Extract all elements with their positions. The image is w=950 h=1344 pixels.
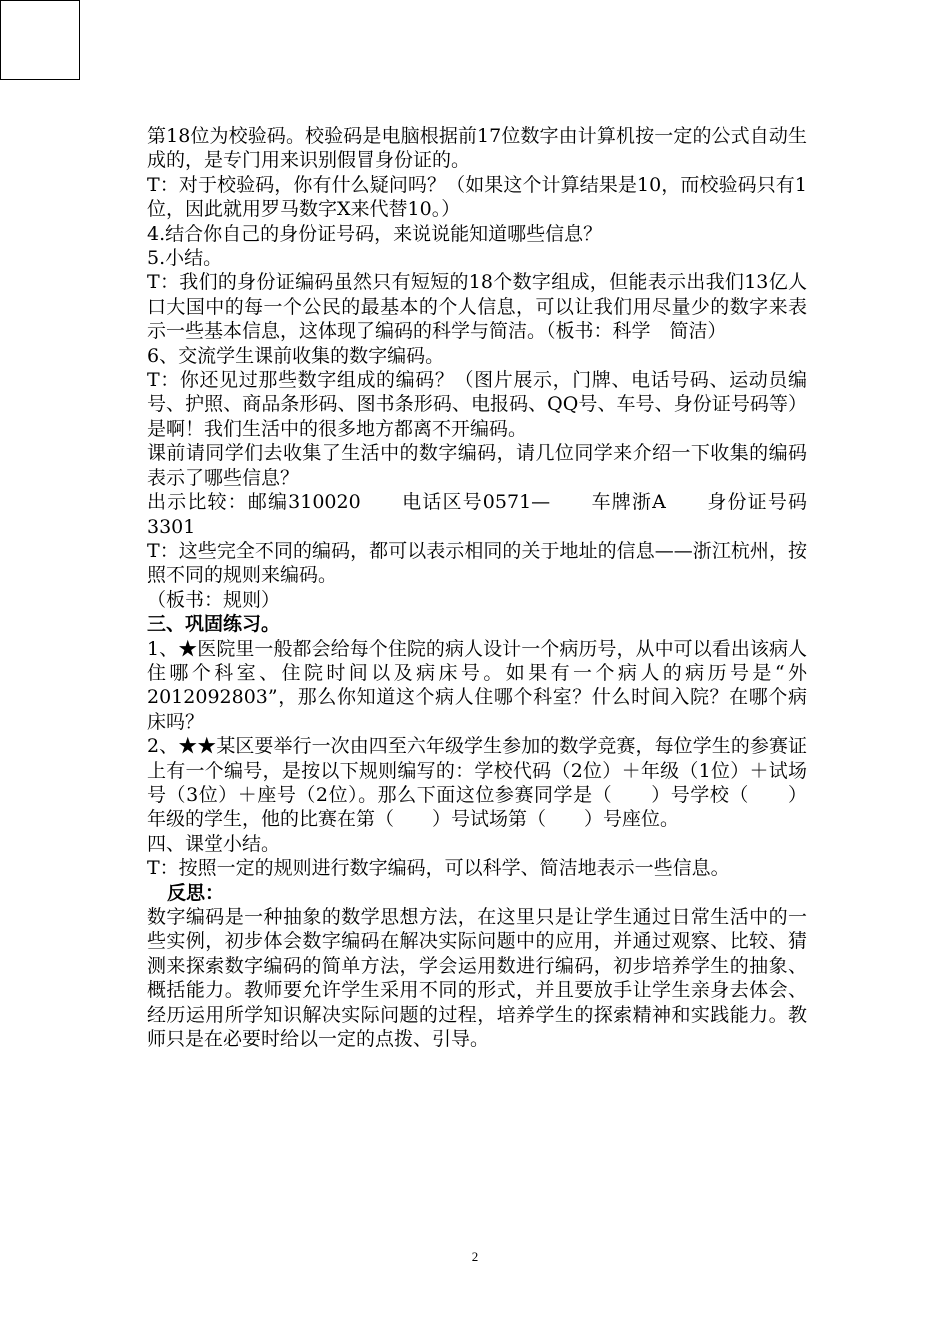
paragraph: 2、★★某区要举行一次由四至六年级学生参加的数学竞赛，每位学生的参赛证上有一个编号，是按以下规则编写的：学校代码（2位）＋年级（1位）＋试场号（3位）＋座号（2位）。那么下面这位参赛同学是（ ）号学校（ ）年级的学生，他的比赛在第（ ）号试场第（ ）号座位。 xyxy=(147,735,807,831)
paragraph: 课前请同学们去收集了生活中的数字编码，请几位同学来介绍一下收集的编码表示了哪些信息？ xyxy=(147,442,807,489)
paragraph: 数字编码是一种抽象的数学思想方法，在这里只是让学生通过日常生活中的一些实例，初步体会数字编码在解决实际问题中的应用，并通过观察、比较、猜测来探索数字编码的简单方法，学会运用数进行编码，初步培养学生的抽象、概括能力。教师要允许学生采用不同的形式，并且要放手让学生亲身去体会、经历运用所学知识解决实际问题的过程，培养学生的探索精神和实践能力。教师只是在必要时给以一定的点拨、引导。 xyxy=(147,906,807,1051)
paragraph: （板书：规则） xyxy=(147,588,281,611)
paragraph: T：对于校验码，你有什么疑问吗？（如果这个计算结果是10，而校验码只有1位，因此就用罗马数字X来代替10。） xyxy=(147,173,807,221)
reflection-heading: 反思： xyxy=(167,881,225,904)
paragraph: T：这些完全不同的编码，都可以表示相同的关于地址的信息——浙江杭州，按照不同的规则来编码。 xyxy=(147,539,807,587)
paragraph: 5.小结。 xyxy=(147,247,223,270)
paragraph: 出示比较：邮编310020 电话区号0571— 车牌浙A 身份证号码3301 xyxy=(147,491,807,538)
section-heading: 三、巩固练习。 xyxy=(147,613,281,636)
paragraph: T：我们的身份证编码虽然只有短短的18个数字组成，但能表示出我们13亿人口大国中的每一个公民的最基本的个人信息，可以让我们用尽量少的数字来表示一些基本信息，这体现了编码的科学与简洁。（板书：科学 简洁） xyxy=(147,271,807,343)
paragraph: T：你还见过那些数字组成的编码？（图片展示，门牌、电话号码、运动员编号、护照、商品条形码、图书条形码、电报码、QQ号、车号、身份证号码等）是啊！我们生活中的很多地方都离不开编码。 xyxy=(147,369,807,440)
document-body xyxy=(147,124,807,1051)
paragraph: 第18位为校验码。校验码是电脑根据前17位数字由计算机按一定的公式自动生成的，是专门用来识别假冒身份证的。 xyxy=(147,125,807,172)
paragraph: T：按照一定的规则进行数字编码，可以科学、简洁地表示一些信息。 xyxy=(147,857,730,880)
paragraph: 1、★医院里一般都会给每个住院的病人设计一个病历号，从中可以看出该病人住哪个科室、住院时间以及病床号。如果有一个病人的病历号是“外2012092803”，那么你知道这个病人住哪个科室？什么时间入院？在哪个病床吗？ xyxy=(147,637,807,733)
paragraph: 四、课堂小结。 xyxy=(147,832,281,855)
corner-frame xyxy=(0,0,80,80)
paragraph: 6、交流学生课前收集的数字编码。 xyxy=(147,344,445,367)
paragraph: 4.结合你自己的身份证号码，来说说能知道哪些信息？ xyxy=(147,222,603,245)
page-number: 2 xyxy=(471,1249,479,1264)
